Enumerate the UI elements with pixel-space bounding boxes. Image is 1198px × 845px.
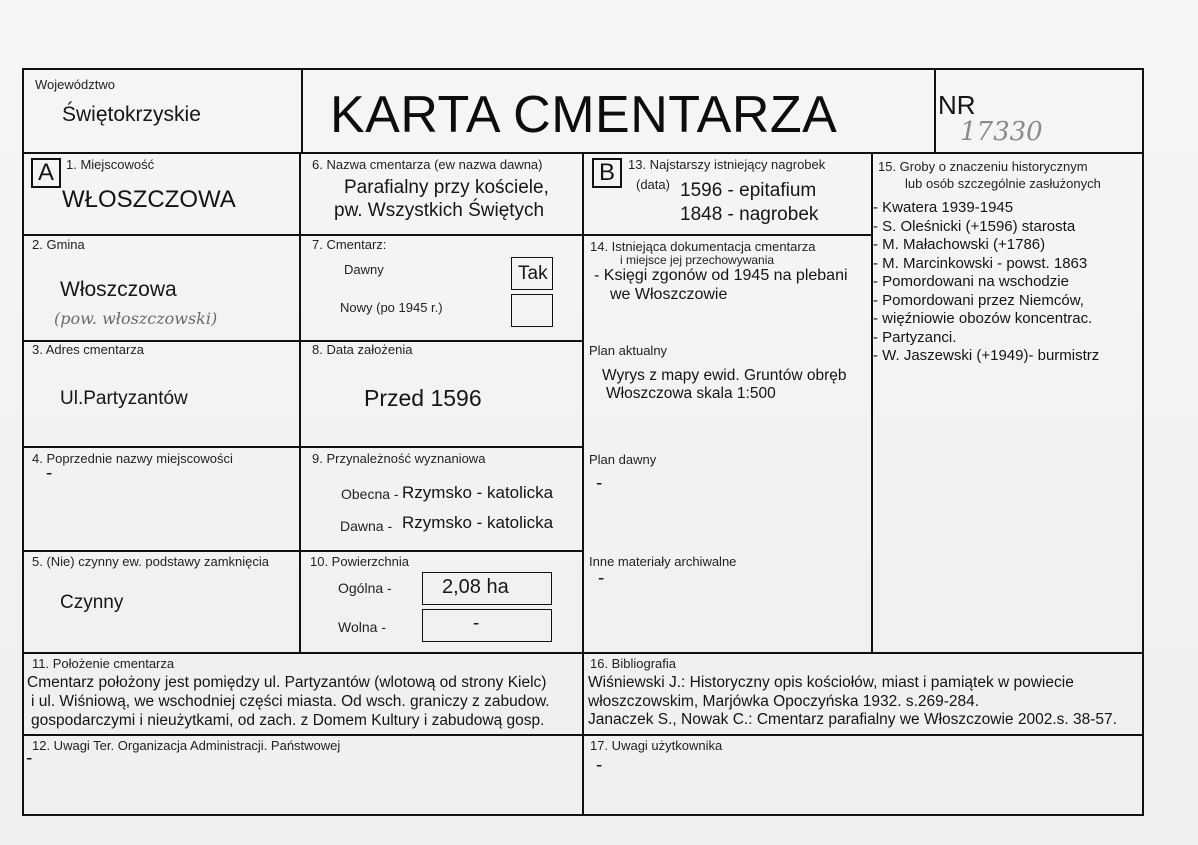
row-line-b13 bbox=[584, 234, 873, 236]
f13-line1: 1596 - epitafium bbox=[680, 180, 817, 201]
f9-obecna-value: Rzymsko - katolicka bbox=[402, 483, 554, 502]
border-bottom bbox=[22, 814, 1144, 816]
inne-value: - bbox=[598, 568, 605, 589]
section-a-letter: A bbox=[31, 158, 61, 188]
f2-label: 2. Gmina bbox=[32, 237, 85, 252]
plan-dawny-value: - bbox=[596, 473, 603, 494]
row-line-3 bbox=[22, 446, 584, 448]
f9-obecna-label: Obecna - bbox=[341, 486, 399, 502]
f10-wolna-label: Wolna - bbox=[338, 619, 386, 635]
f11-line1: Cmentarz położony jest pomiędzy ul. Partyzantów (wlotową od strony Kielc) bbox=[27, 674, 547, 691]
f7-nowy-label: Nowy (po 1945 r.) bbox=[340, 300, 443, 315]
f3-value: Ul.Partyzantów bbox=[60, 388, 188, 409]
f16-line1: Wiśniewski J.: Historyczny opis kościołów, miast i pamiątek w powiecie bbox=[588, 674, 1074, 691]
f2-handwritten: (pow. włoszczowski) bbox=[54, 309, 218, 328]
f5-label: 5. (Nie) czynny ew. podstawy zamknięcia bbox=[32, 554, 269, 569]
f10-wolna-box bbox=[422, 609, 552, 642]
row-line-6 bbox=[22, 734, 1144, 736]
f15-item: - Kwatera 1939-1945 bbox=[873, 199, 1014, 216]
f11-label: 11. Położenie cmentarza bbox=[32, 656, 175, 671]
row-line-5 bbox=[22, 652, 1144, 654]
f17-label: 17. Uwagi użytkownika bbox=[590, 738, 723, 753]
f15-label2: lub osób szczególnie zasłużonych bbox=[905, 176, 1101, 191]
f14-label2: i miejsce jej przechowywania bbox=[620, 253, 775, 267]
f7-nowy-box bbox=[511, 294, 553, 327]
f15-item: - M. Małachowski (+1786) bbox=[873, 236, 1046, 253]
f14-line1: - Księgi zgonów od 1945 na plebani bbox=[594, 267, 848, 284]
row-line-4 bbox=[22, 550, 584, 552]
section-b-letter: B bbox=[592, 158, 622, 188]
plan-dawny-label: Plan dawny bbox=[589, 452, 657, 467]
f9-label: 9. Przynależność wyznaniowa bbox=[312, 451, 486, 466]
border-top bbox=[22, 68, 1144, 70]
f15-label1: 15. Groby o znaczeniu historycznym bbox=[878, 159, 1088, 174]
f7-label: 7. Cmentarz: bbox=[312, 237, 387, 252]
f15-item: - W. Jaszewski (+1949)- burmistrz bbox=[873, 347, 1100, 364]
plan-aktualny-line1: Wyrys z mapy ewid. Gruntów obręb bbox=[602, 367, 847, 384]
f17-value: - bbox=[596, 755, 603, 776]
wojewodztwo-label: Województwo bbox=[35, 77, 115, 92]
cemetery-card bbox=[22, 68, 1144, 816]
f14-label1: 14. Istniejąca dokumentacja cmentarza bbox=[590, 239, 816, 254]
f15-item: - Partyzanci. bbox=[873, 328, 957, 346]
f13-label: 13. Najstarszy istniejący nagrobek bbox=[628, 157, 826, 172]
f6-label: 6. Nazwa cmentarza (ew nazwa dawna) bbox=[312, 157, 543, 172]
plan-aktualny-line2: Włoszczowa skala 1:500 bbox=[606, 385, 776, 402]
f11-line2: i ul. Wiśniową, we wschodniej części miasta. Od wsch. graniczy z zabudow. bbox=[31, 693, 550, 710]
f11-line3: gospodarczymi i nieużytkami, od zach. z Domem Kultury i zabudową gosp. bbox=[31, 712, 545, 729]
f7-dawny-value: Tak bbox=[518, 263, 548, 284]
nr-label: NR bbox=[938, 90, 976, 120]
f4-value: - bbox=[46, 463, 53, 484]
header-divider-1 bbox=[301, 68, 303, 152]
f3-label: 3. Adres cmentarza bbox=[32, 342, 144, 357]
f4-label: 4. Poprzednie nazwy miejscowości bbox=[32, 451, 233, 466]
f2-value: Włoszczowa bbox=[60, 278, 177, 301]
f15-item: - Pomordowani przez Niemców, bbox=[873, 291, 1084, 309]
f16-line2: włoszczowskim, Marjówka Opoczyńska 1932. s.269-284. bbox=[588, 693, 980, 710]
f12-label: 12. Uwagi Ter. Organizacja Administracji. Państwowej bbox=[32, 738, 341, 753]
col-divider-left bbox=[299, 152, 301, 652]
card-title: KARTA CMENTARZA bbox=[330, 86, 838, 144]
inne-label: Inne materiały archiwalne bbox=[589, 554, 737, 569]
f15-item: - S. Oleśnicki (+1596) starosta bbox=[873, 217, 1076, 235]
f9-dawna-label: Dawna - bbox=[340, 518, 393, 534]
border-right bbox=[1142, 68, 1144, 816]
f15-item: - więźniowie obozów koncentrac. bbox=[873, 310, 1093, 327]
row-line-1 bbox=[22, 234, 584, 236]
nr-value: 17330 bbox=[960, 117, 1043, 147]
f1-value: WŁOSZCZOWA bbox=[62, 186, 236, 213]
f13-line2: 1848 - nagrobek bbox=[680, 204, 819, 225]
wojewodztwo-value: Świętokrzyskie bbox=[62, 103, 201, 126]
border-left bbox=[22, 68, 24, 816]
f10-ogolna-label: Ogólna - bbox=[338, 580, 392, 596]
f15-item: - Pomordowani na wschodzie bbox=[873, 273, 1069, 290]
f8-value: Przed 1596 bbox=[364, 385, 482, 411]
col-divider-mid bbox=[582, 152, 584, 814]
f8-label: 8. Data założenia bbox=[312, 342, 413, 357]
header-divider-2 bbox=[934, 68, 936, 152]
f9-dawna-value: Rzymsko - katolicka bbox=[402, 513, 554, 532]
f13-sub: (data) bbox=[636, 177, 670, 192]
f5-value: Czynny bbox=[60, 592, 124, 613]
f6-line1: Parafialny przy kościele, bbox=[344, 177, 549, 198]
f12-value: - bbox=[26, 748, 33, 769]
f10-ogolna-value: 2,08 ha bbox=[442, 576, 509, 598]
f7-dawny-label: Dawny bbox=[344, 262, 384, 277]
f15-list bbox=[873, 199, 1099, 366]
f16-label: 16. Bibliografia bbox=[590, 656, 676, 671]
f14-line2: we Włoszczowie bbox=[610, 286, 728, 303]
f10-wolna-value: - bbox=[473, 613, 480, 634]
plan-aktualny-label: Plan aktualny bbox=[589, 343, 668, 358]
f15-item: - M. Marcinkowski - powst. 1863 bbox=[873, 254, 1088, 272]
f1-label: 1. Miejscowość bbox=[66, 157, 155, 172]
f10-label: 10. Powierzchnia bbox=[310, 554, 409, 569]
f16-line3: Janaczek S., Nowak C.: Cmentarz parafialny we Włoszczowie 2002.s. 38-57. bbox=[588, 711, 1117, 728]
f6-line2: pw. Wszystkich Świętych bbox=[334, 200, 545, 221]
